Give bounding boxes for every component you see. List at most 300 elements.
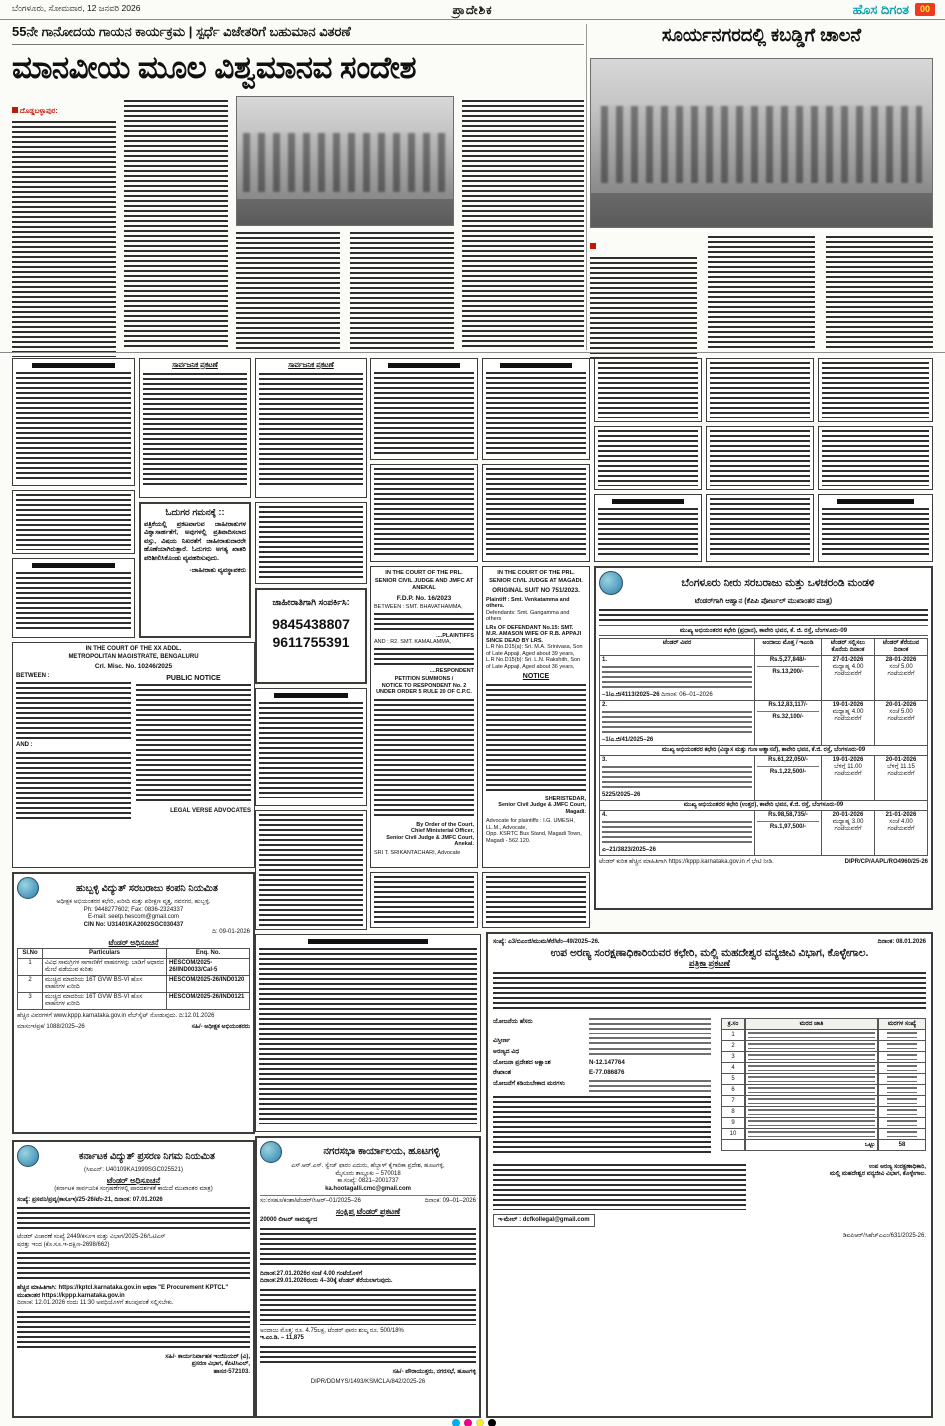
hootagalli-body-text <box>260 1346 476 1366</box>
row-date2: 28-01-2026 <box>885 657 917 663</box>
case-number: F.D.P. No. 16/2023 <box>396 594 452 602</box>
row-desc <box>602 711 752 735</box>
classified-ad <box>706 494 814 562</box>
notice-text <box>143 373 247 485</box>
tree-table-total-row <box>721 1140 926 1151</box>
ad-contact-title: ಜಾಹೀರಾತಿಗಾಗಿ ಸಂಪರ್ಕಿಸಿ: <box>272 597 350 607</box>
latitude-value: N-12.147764 <box>589 1058 625 1066</box>
tree-row-name <box>745 1052 878 1063</box>
classified-ad <box>255 810 367 930</box>
hescom-ref: ಮಾಸಂಇ/ಪ್ರಕ/ 1088/2025–26 <box>17 1023 85 1030</box>
tree-row-sl: 4 <box>721 1063 745 1074</box>
hescom-table <box>17 948 250 1010</box>
tree-row-sl: 7 <box>721 1096 745 1107</box>
hootagalli-sign: ಸಹಿ/- ಪೌರಾಯುಕ್ತರು, ನಗರಸಭೆ, ಹೂಟಗಳ್ಳಿ <box>392 1368 476 1375</box>
ad-text <box>374 372 474 454</box>
forest-conditions <box>493 1164 746 1228</box>
forest-sign-block <box>756 1164 926 1228</box>
public-notice-box <box>139 358 251 498</box>
kptcl-logo-icon <box>17 1145 39 1167</box>
ad-header-bar <box>500 363 572 368</box>
col-head: ಟೆಂಡರ್ ವಿವರ <box>600 639 755 656</box>
tree-row-count <box>878 1107 926 1118</box>
summons-subtitle: NOTICE TO RESPONDENT No. 2 UNDER ORDER 5 RULE 20 OF C.P.C. <box>376 682 472 695</box>
ad-header-bar <box>388 363 460 368</box>
bwssb-office-line: ಮುಖ್ಯ ಅಭಿಯಂತರರ ಕಛೇರಿ (ವಿನ್ಯಾಸ ಮತ್ತು ಗುಣ ಆಶ್ವಾಸನೆ), ಕಾವೇರಿ ಭವನ, ಕೆ.ಜಿ. ರಸ್ತೆ, ಬೆಂಗಳೂರು-09 <box>600 746 928 756</box>
court-name: METROPOLITAN MAGISTRATE, BENGALURU <box>68 653 199 660</box>
dateline-bullet-icon <box>590 243 596 249</box>
ad-text <box>16 572 131 632</box>
row-emd: Rs.32,100/- <box>772 714 804 720</box>
bwssb-ref: DIPR/CP/AAPL/RO4960/25-26 <box>844 859 928 865</box>
hescom-title: ಹುಬ್ಬಳ್ಳಿ ವಿದ್ಯುತ್ ಸರಬರಾಜು ಕಂಪನಿ ನಿಯಮಿತ <box>76 882 218 894</box>
hootagalli-phone: ಕಾ.ಸಂಖ್ಯೆ: 0821–2001737 <box>337 1178 399 1184</box>
court-text <box>486 684 586 794</box>
right-headline: ಸೂರ್ಯನಗರದಲ್ಲಿ ಕಬಡ್ಡಿಗೆ ಚಾಲನೆ <box>661 25 862 45</box>
municipal-logo-icon <box>260 1141 282 1163</box>
forest-date: ದಿನಾಂಕ: 08.01.2026 <box>877 939 926 945</box>
hootagalli-body-text <box>260 1289 476 1325</box>
summons-title: PETITION SUMMONS / <box>394 676 454 682</box>
row-emd: Rs.13,200/- <box>772 669 804 675</box>
court-text <box>136 684 251 804</box>
ad-text <box>710 498 810 558</box>
right-body-text <box>826 236 933 350</box>
classified-ad <box>818 494 933 562</box>
kptcl-deadline-line: ದಿನಾಂಕ: 12.01.2026 ರಂದು 11:30 ಅವಧಿಯೊಳಗೆ ತಲುಪುವಂತೆ ಸಲ್ಲಿಸಬೇಕು. <box>17 1300 174 1306</box>
court-name: IN THE COURT OF THE XX ADDL. <box>85 646 182 652</box>
hescom-date: ದಿ: 09-01-2026 <box>212 929 250 935</box>
hescom-cin: CIN No: U31401KA2002SGC030437 <box>83 921 184 928</box>
row-desc <box>602 666 752 690</box>
dateline-bullet-icon <box>12 107 18 113</box>
hescom-footer: ಹೆಚ್ಚಿನ ವಿವರಗಳಿಗೆ www.kppp.karnataka.gov.in ವೆಬ್‌ಸೈಟ್ ನೋಡುವುದು. ದಿ:12.01.2026 <box>17 1013 215 1019</box>
row-date1: 20-01-2026 <box>832 812 864 818</box>
kptcl-url-line: ಹೆಚ್ಚಿನ ಮಾಹಿತಿಗಾಗಿ: https://kptcl.karnataka.gov.in ಅಥವಾ "E Procurement KPTCL" ಮುಖಾಂತರ https://kppp.karnataka.gov.in <box>17 1285 229 1299</box>
classified-ad <box>12 490 135 554</box>
classified-ad <box>594 494 702 562</box>
ad-text <box>486 468 586 558</box>
detail-value <box>589 1018 711 1034</box>
right-story <box>590 24 933 350</box>
forest-sign: ಮಲ್ಲಿ ಮಹದೇಶ್ವರ ವನ್ಯಜೀವಿ ವಿಭಾಗ, ಕೊಳ್ಳೇಗಾಲ. <box>829 1171 926 1177</box>
ad-header-bar <box>308 939 428 944</box>
ad-header-bar <box>32 563 115 568</box>
reader-notice-signature: -ಜಾಹೀರಾತು ವ್ಯವಸ್ಥಾಪಕರು <box>189 567 246 574</box>
tree-row <box>721 1041 926 1052</box>
row-particulars: ಮುಚ್ಚಿದ ಮಾದರಿಯ 16T GVW BS-VI ಹೊಸ ವಾಹನಗಳ ಖರೀದಿ <box>43 976 167 993</box>
col-head: Sl.No <box>18 949 43 959</box>
ad-header-bar <box>32 363 115 368</box>
ad-text <box>259 506 363 580</box>
row-enq-no: HESCOM/2025-26/IND0033/Cal-5 <box>167 959 250 976</box>
public-notice-label: PUBLIC NOTICE <box>166 674 221 682</box>
public-notice-box <box>255 358 367 498</box>
kptcl-title: ಕರ್ನಾಟಕ ವಿದ್ಯುತ್ ಪ್ರಸರಣ ನಿಗಮ ನಿಯಮಿತ <box>79 1150 215 1162</box>
anekal-court-notice <box>370 566 478 868</box>
advocate-line: Advocate for plaintiffs : I.G. UMESH, LL.M., Advocate, <box>486 818 575 831</box>
forest-sign: ಉಪ ಅರಣ್ಯ ಸಂರಕ್ಷಣಾಧಿಕಾರಿ, <box>869 1163 926 1170</box>
row-time2: ಬೆಳಿಗ್ಗೆ 11.15 ಗಂಟೆಯವರೆಗೆ <box>887 764 915 777</box>
hescom-logo-icon <box>17 877 39 899</box>
col-head: Enq. No. <box>167 949 250 959</box>
tree-row-count <box>878 1085 926 1096</box>
hootagalli-body-text <box>260 1228 476 1268</box>
page-number-badge: 00 <box>915 3 935 16</box>
bwssb-title: ಬೆಂಗಳೂರು ನೀರು ಸರಬರಾಜು ಮತ್ತು ಒಳಚರಂಡಿ ಮಂಡಳಿ <box>681 577 875 589</box>
tree-row-sl: 9 <box>721 1118 745 1129</box>
row-time2: ಸಂಜೆ 4.00 ಗಂಟೆಯವರೆಗೆ <box>887 819 915 832</box>
ad-contact-box <box>255 588 367 684</box>
hescom-row <box>18 993 250 1010</box>
col-head: ಮರದ ಜಾತಿ <box>745 1018 878 1030</box>
row-date1: 19-01-2026 <box>832 757 864 763</box>
classified-ad <box>370 464 478 562</box>
lr-heading: LRs OF DEFENDANT No.15: SMT. M.R. AMASON WIFE OF R.B. APPAJI SINCE DEAD BY LRS. <box>486 624 582 644</box>
court-text <box>374 648 474 666</box>
col-head: ಮರಗಳ ಸಂಖ್ಯೆ <box>878 1018 926 1030</box>
registration-mark-black-icon <box>488 1419 496 1426</box>
bwssb-office-line: ಮುಖ್ಯ ಅಭಿಯಂತರರ ಕಛೇರಿ (ಉತ್ತರ), ಕಾವೇರಿ ಭವನ, ಕೆ.ಜಿ. ರಸ್ತೆ, ಬೆಂಗಳೂರು-09 <box>600 801 928 811</box>
row-sl: 4. <box>602 812 608 818</box>
notice-text <box>259 373 363 485</box>
sign-line: SHERISTEDAR, <box>545 795 586 802</box>
tree-row <box>721 1118 926 1129</box>
col-head: ಅಂದಾಜು ಮೊತ್ತ / ಇಎಂಡಿ <box>755 639 822 656</box>
classified-ad <box>12 558 135 638</box>
bwssb-row <box>600 811 928 856</box>
notice-label: NOTICE <box>522 673 550 680</box>
classified-ad <box>12 358 135 486</box>
between-line: BETWEEN : SMT. BHAVATHAMMA, <box>374 604 463 610</box>
hescom-row <box>18 976 250 993</box>
hootagalli-frag: 20000 ಲೀಟರ್ ಸಾಮರ್ಥ್ಯದ <box>260 1217 318 1223</box>
tree-row <box>721 1030 926 1041</box>
sign-line: Senior Civil Judge & JMFC Court, Magadi. <box>498 802 586 815</box>
right-col-1 <box>590 236 697 350</box>
row-date2: 21-01-2026 <box>885 812 917 818</box>
tree-row-count <box>878 1030 926 1041</box>
lr-line: L.R No.D15(a): Sri. M.A. Srinivasa, Son of Late Appaji, Aged about 39 years, <box>486 644 583 657</box>
plaintiffs-label: ....PLAINTIFFS <box>436 632 474 639</box>
reader-notice-body: ಪತ್ರಿಕೆಯಲ್ಲಿ ಪ್ರಕಟವಾಗುವ ಜಾಹೀರಾತುಗಳ ವಿಶ್ವಾಸಾರ್ಹತೆಗೆ, ಅವುಗಳಲ್ಲಿ ಪ್ರತಿಪಾದಿಸಲಾದ ವಸ್ತು, ವಿಷಯ ನಿಖರತೆಗೆ ಜಾಹೀರಾತುದಾರರೇ ಹೊಣೆಯಾಗಿರುತ್ತಾರೆ. ಓದುಗರು ಅಗತ್ಯ ಖಾತರಿ ಪರಿಶೀಲಿಸಿಕೊಂಡು ವ್ಯವಹರಿಸುವುದು. <box>144 520 246 562</box>
row-particulars: ವಿವಿಧ ಸಾಮಗ್ರಿಗಳ ಸಾಗಾಣಿಕೆಗೆ ವಾಹನಗಳನ್ನು ಬಾಡಿಗೆ ಆಧಾರದ ಮೇಲೆ ಪಡೆಯುವ ಕುರಿತು <box>43 959 167 976</box>
hootagalli-address: ಮೈಸೂರು ತಾಲ್ಲೂಕು – 570018 <box>335 1170 401 1177</box>
ad-text <box>822 508 929 556</box>
ad-text <box>710 430 810 486</box>
bwssb-footer: ಟೆಂಡರ್ ಕುರಿತ ಹೆಚ್ಚಿನ ಮಾಹಿತಿಗಾಗಿ https://kppp.karnataka.gov.in ಗೆ ಭೇಟಿ ನೀಡಿ. <box>599 859 774 865</box>
lead-col-1 <box>12 100 116 350</box>
col-head: Particulars <box>43 949 167 959</box>
advocate-line: Opp. KSRTC Bus Stand, Magadi Town, Magadi - 562.120. <box>486 831 582 844</box>
bwssb-row <box>600 656 928 701</box>
hescom-address: ಅಧೀಕ್ಷಕ ಅಭಿಯಂತರರ ಕಛೇರಿ, ಖರೀದಿ ಮತ್ತು ಪರೀಕ್ಷಣ ವೃತ್ತ, ನವನಗರ, ಹುಬ್ಬಳ್ಳಿ. <box>56 899 211 905</box>
detail-row <box>493 1037 711 1045</box>
row-time1: ಮಧ್ಯಾಹ್ನ 4.00 ಗಂಟೆಯವರೆಗೆ <box>832 664 864 677</box>
row-ref: ಎ–21/3823/2025–26 <box>602 847 656 853</box>
row-sl: 1 <box>18 959 43 976</box>
ad-text <box>598 430 698 486</box>
row-date2: 20-01-2026 <box>885 757 917 763</box>
row-date1: 27-01-2026 <box>832 657 864 663</box>
row-ref: –1/ಎ.ಜಿ/41/2025–26 <box>602 737 654 743</box>
tree-row-sl: 5 <box>721 1074 745 1085</box>
reader-notice-box <box>139 502 251 638</box>
bwssb-tender-box <box>594 566 933 910</box>
ad-text <box>259 814 363 926</box>
row-date1: 19-01-2026 <box>832 702 864 708</box>
forest-notice-box <box>486 932 933 1418</box>
total-label: ಒಟ್ಟು <box>745 1140 878 1151</box>
detail-value <box>589 1037 711 1045</box>
detail-label: ಯೋಜನೆಯ ಹೆಸರು <box>493 1017 533 1025</box>
row-time1: ಬೆಳಿಗ್ಗೆ 11.00 ಗಂಟೆಯವರೆಗೆ <box>834 764 862 777</box>
tree-row-count <box>878 1063 926 1074</box>
ad-header-bar <box>837 499 914 504</box>
right-body-text <box>590 257 697 361</box>
detail-value <box>589 1048 711 1056</box>
and-line: AND : R2. SMT. KAMALAMMA, <box>374 639 452 645</box>
tree-row <box>721 1074 926 1085</box>
tree-row-sl: 2 <box>721 1041 745 1052</box>
ad-text <box>374 468 474 558</box>
plaintiff-line: Plaintiff : Smt. Venkatamma and others. <box>486 596 570 609</box>
court-name: IN THE COURT OF THE PRL. SENIOR CIVIL JUDGE AND JMFC AT ANEKAL <box>374 570 474 591</box>
forest-conditions-text <box>493 1164 746 1210</box>
ad-text <box>259 948 477 1124</box>
ad-contact-phone-2: 9611755391 <box>272 633 350 650</box>
kptcl-body-text <box>17 1207 250 1231</box>
magadi-court-notice <box>482 566 590 868</box>
hootagalli-dipr-ref: DIPR/DDMYS/1493/KSMCLA/842/2025-26 <box>310 1379 426 1385</box>
classified-ad <box>370 872 478 928</box>
brand-logo: ಹೊಸ ದಿಗಂತ <box>852 2 909 17</box>
tree-row-name <box>745 1118 878 1129</box>
bwssb-logo-icon <box>599 571 623 595</box>
hescom-sign: ಸಹಿ/- ಅಧೀಕ್ಷಕ ಅಭಿಯಂತರರು <box>191 1023 250 1030</box>
court-text <box>16 682 131 742</box>
law-firm-name: LEGAL VERSE ADVOCATES <box>170 808 251 814</box>
lead-headline: ಮಾನವೀಯ ಮೂಲ ವಿಶ್ವಮಾನವ ಸಂದೇಶ <box>12 50 416 85</box>
ad-contact-phone-1: 9845438807 <box>272 615 350 632</box>
classified-ad <box>482 358 590 460</box>
registration-mark-yellow-icon <box>476 1419 484 1426</box>
classified-ad <box>370 358 478 460</box>
hescom-phone: Ph: 9448277602; Fax: 0836-2324337 <box>83 906 184 913</box>
court-col-2 <box>136 673 251 822</box>
detail-label: ಯೋಜನಾ ಪ್ರದೇಶದ ಅಕ್ಷಾಂಶ <box>493 1058 551 1066</box>
tree-row-count <box>878 1118 926 1129</box>
hescom-email: E-mail: seetp.hescom@gmail.com <box>87 914 180 920</box>
kptcl-sign: ಪ್ರಸರಣ ವಿಭಾಗ, ಕೆಪಿಟಿಸಿಎಲ್, <box>191 1361 250 1367</box>
tree-row-name <box>745 1129 878 1140</box>
classified-ad <box>594 358 702 422</box>
forest-title: ಉಪ ಅರಣ್ಯ ಸಂರಕ್ಷಣಾಧಿಕಾರಿಯವರ ಕಛೇರಿ, ಮಲ್ಲಿ ಮಹದೇಶ್ವರ ವನ್ಯಜೀವಿ ವಿಭಾಗ, ಕೊಳ್ಳೇಗಾಲ. <box>550 946 869 959</box>
forest-extra-text <box>493 1096 711 1156</box>
hootagalli-date: ದಿನಾಂಕ: 09–01–2026 <box>424 1198 476 1204</box>
detail-row <box>493 1048 711 1056</box>
row-ref: 5225/2025–26 <box>602 792 641 798</box>
row-date2: 20-01-2026 <box>885 702 917 708</box>
row-enq-no: HESCOM/2025-26/IND0120 <box>167 976 250 993</box>
ad-text <box>710 362 810 418</box>
tree-row-name <box>745 1063 878 1074</box>
classified-ad <box>255 934 481 1132</box>
tree-row-sl: 3 <box>721 1052 745 1063</box>
row-extra: ದಿನಾಂಕ: 06–01–2026 <box>661 692 713 698</box>
row-amount: Rs.12,83,117/- <box>768 702 808 708</box>
row-amount: Rs.61,22,050/- <box>768 757 808 763</box>
right-photo <box>590 58 933 228</box>
kptcl-sign: ಸಹಿ/- ಕಾರ್ಯನಿರ್ವಾಹಕ ಇಂಜಿನಿಯರ್ (ವಿ), <box>165 1353 250 1360</box>
tree-row <box>721 1096 926 1107</box>
forest-intro-text <box>493 972 926 1012</box>
ad-text <box>259 702 363 798</box>
row-sl: 3. <box>602 757 608 763</box>
kptcl-tender-box <box>12 1140 255 1418</box>
classified-ad <box>255 688 367 806</box>
tree-row-name <box>745 1041 878 1052</box>
forest-dipr-ref: ಡಿಐಪಿಆರ್/ಸಿಹೆಚ್ಎಎಂ/631/2025-26. <box>842 1233 926 1239</box>
classified-ad <box>255 502 367 584</box>
bwssb-intro-text <box>599 609 928 623</box>
court-text <box>374 699 474 819</box>
classified-ad <box>482 464 590 562</box>
ad-text <box>486 876 586 924</box>
row-ref: –1/ಎ.ಜಿ/4113/2025–26 <box>602 692 660 698</box>
hootagalli-frag: ದಿನಾಂಕ:27.01.2026ರ ಸಂಜೆ 4.00 ಗಂಟೆಯೊಳಗೆ <box>260 1270 363 1277</box>
registration-mark-cyan-icon <box>452 1419 460 1426</box>
classified-ad <box>482 872 590 928</box>
tree-row-sl: 10 <box>721 1129 745 1140</box>
ad-text <box>822 362 929 418</box>
detail-row <box>493 1018 711 1034</box>
lead-body-text <box>12 121 116 357</box>
court-text <box>16 752 131 822</box>
classified-ad <box>706 426 814 490</box>
tree-table-header <box>721 1018 926 1030</box>
row-particulars: ಮುಚ್ಚಿದ ಮಾದರಿಯ 16T GVW BS-VI ಹೊಸ ವಾಹನಗಳ ಖರೀದಿ <box>43 993 167 1010</box>
detail-row <box>493 1069 711 1077</box>
bwssb-table-header <box>600 639 928 656</box>
lr-line: L.R No.D15(b): Sri. L.N. Rakshith, Son of Late Appaji, Aged about 36 years, <box>486 657 581 670</box>
tree-row <box>721 1085 926 1096</box>
tree-row-name <box>745 1030 878 1041</box>
total-value: 58 <box>878 1140 926 1151</box>
court-col-1 <box>16 673 131 822</box>
row-sl: 3 <box>18 993 43 1010</box>
bwssb-row <box>600 701 928 746</box>
order-line: By Order of the Court, <box>416 821 474 828</box>
row-amount: Rs.5,27,848/- <box>769 657 807 663</box>
classified-ad <box>706 358 814 422</box>
forest-detail-list <box>493 1018 711 1156</box>
lead-kicker: 55ನೇ ಗಾನೋದಯ ಗಾಯನ ಕಾರ್ಯಕ್ರಮ | ಸ್ಪರ್ಧೆ ವಿಜೇತರಿಗೆ ಬಹುಮಾನ ವಿತರಣೆ <box>12 24 584 45</box>
hootagalli-frag: ಅಂದಾಜು ಮೊತ್ತ: ರೂ. 4.75ಲಕ್ಷ, ಟೆಂಡರ್ ಫಾರಂ ಶುಲ್ಕ ರೂ. 500/18% <box>260 1327 404 1334</box>
col-head: ಟೆಂಡರ್ ತೆರೆಯುವ ದಿನಾಂಕ <box>875 639 928 656</box>
detail-label: ಅರಣ್ಯದ ವಿಧ <box>493 1047 520 1055</box>
tree-row-count <box>878 1096 926 1107</box>
ad-header-bar <box>274 693 349 698</box>
tree-row-count <box>878 1129 926 1140</box>
detail-value <box>589 1080 711 1092</box>
detail-label: ಯೋಜನೆಗೆ ಕಡಿಯಬೇಕಾದ ಮರಗಳು <box>493 1079 565 1087</box>
row-time2: ಸಂಜೆ 5.00 ಗಂಟೆಯವರೆಗೆ <box>887 664 915 677</box>
header-rule <box>0 19 945 20</box>
tree-row-count <box>878 1052 926 1063</box>
tree-row <box>721 1052 926 1063</box>
kptcl-cin: (ಸಿಐಎನ್: U40109KA1999SGC025521) <box>84 1167 183 1173</box>
order-line: Chief Ministerial Officer, <box>411 828 474 834</box>
tree-row-name <box>745 1074 878 1085</box>
lead-body-text <box>124 100 228 350</box>
bwssb-office-line: ಮುಖ್ಯ ಅಭಿಯಂತರರ ಕಛೇರಿ (ಪ್ರಧಾನ), ಕಾವೇರಿ ಭವನ, ಕೆ. ಜಿ. ರಸ್ತೆ, ಬೆಂಗಳೂರು-09 <box>599 625 928 637</box>
kptcl-bracket: (ಕರ್ನಾಟಕ ಸಾರ್ವಜನಿಕ ಸಂಗ್ರಹಣೆಗಳಲ್ಲಿ ಪಾರದರ್ಶಕತೆ ಕಾಯಿದೆ ಮುಖಾಂತರ ಮಾತ್ರ) <box>54 1186 213 1192</box>
ad-text <box>486 372 586 454</box>
hescom-table-header <box>18 949 250 959</box>
classified-ad <box>818 358 933 422</box>
kptcl-sign: ಹಾಸನ-572103. <box>213 1368 250 1375</box>
row-desc <box>602 821 752 845</box>
case-number: Crl. Misc. No. 10246/2025 <box>94 663 173 670</box>
hootagalli-frag: ದಿನಾಂಕ:29.01.2026ರಂದು 4–30ಕ್ಕೆ ಟೆಂಡರ್ ತೆರೆಯಲಾಗುವುದು. <box>260 1278 393 1284</box>
kptcl-line: ಷರತ್ತು ಇಂದ (ಕೊ.ಸೂ.ಇ-ದಕ್ಷಿಣ-2698/662) <box>17 1241 110 1248</box>
row-sl: 2. <box>602 702 608 708</box>
lead-body-text <box>462 100 584 350</box>
tree-row-count <box>878 1041 926 1052</box>
tree-row-name <box>745 1085 878 1096</box>
public-notice-title: ಸಾರ್ವಜನಿಕ ಪ್ರಕಟಣೆ <box>288 362 334 369</box>
tree-row-count <box>878 1074 926 1085</box>
court-name: IN THE COURT OF THE PRL. SENIOR CIVIL JUDGE AT MAGADI. <box>489 570 583 584</box>
section-title: ಪ್ರಾದೇಶಿಕ <box>452 3 493 17</box>
tree-row-sl: 6 <box>721 1085 745 1096</box>
defendants-line: Defendants: Smt. Gangamma and others <box>486 609 570 622</box>
ad-text <box>16 372 131 480</box>
lead-body-text <box>350 232 454 350</box>
order-line: Senior Civil Judge & JMFC Court, Anekal. <box>386 834 474 847</box>
hootagalli-address: ಎಸ್.ಆರ್.ಎಸ್. ಸ್ವೇಜ್ ಫಾರಂ ಎದುರು, ಹೆಬ್ಬಾಳ್ ಕೈಗಾರಿಕಾ ಪ್ರದೇಶ, ಹೂಟಗಳ್ಳಿ, <box>291 1163 445 1169</box>
bwssb-subtitle: ಟೆಂಡರ್‌ಗಾಗಿ ಆಹ್ವಾನ (ಕೆಪಿಪಿ ಪೋರ್ಟಲ್ ಮುಖಾಂತರ ಮಾತ್ರ) <box>694 598 833 605</box>
longitude-value: E-77.086876 <box>589 1069 625 1076</box>
tree-row-name <box>745 1096 878 1107</box>
tree-table-wrap <box>721 1018 926 1156</box>
tree-rows <box>721 1030 926 1140</box>
hootagalli-title: ನಗರಸಭಾ ಕಾರ್ಯಾಲಯ, ಹೂಟಗಳ್ಳಿ <box>323 1146 440 1157</box>
reader-notice-title: ಓದುಗರ ಗಮನಕ್ಕೆ :: <box>165 507 225 517</box>
row-time2: ಸಂಜೆ 5.00 ಗಂಟೆಯವರೆಗೆ <box>887 709 915 722</box>
row-time1: ಮಧ್ಯಾಹ್ನ 4.00 ಗಂಟೆಯವರೆಗೆ <box>832 709 864 722</box>
city-court-notice <box>12 642 255 868</box>
court-text <box>374 613 474 631</box>
row-sl: 1. <box>602 657 608 663</box>
kptcl-ref-line: ಸಂಖ್ಯೆ: ಪ್ರಸವನಿ/ಪ್ರವೃ(ಕಾಸೂಇ)/25-26/ಟೆಂ-21, ದಿನಾಂಕ: 07.01.2026 <box>17 1196 163 1203</box>
row-amount: Rs.98,58,735/- <box>768 812 808 818</box>
ad-header-bar <box>612 499 684 504</box>
and-label: AND : <box>16 742 33 748</box>
forest-contact-email: ಇ-ಮೇಲ್ : dcfkollegal@gmail.com <box>493 1214 595 1228</box>
hescom-heading: ಟೆಂಡರ್ ಅಧಿಸೂಚನೆ <box>108 937 159 947</box>
classified-ad <box>818 426 933 490</box>
forest-ref: ಸಂಖ್ಯೆ: ಎ3/ಬಿಎಂಜಿ/ಮುಮ/ಕೆರೆ/ಟೆಂ–49/2025–26. <box>493 939 600 945</box>
hootagalli-heading: ಸಂಕ್ಷಿಪ್ತ ಟೆಂಡರ್ ಪ್ರಕಟಣೆ <box>335 1206 401 1216</box>
detail-row <box>493 1080 711 1092</box>
tree-row-sl: 8 <box>721 1107 745 1118</box>
public-notice-title: ಸಾರ್ವಜನಿಕ ಪ್ರಕಟಣೆ <box>172 362 218 369</box>
hescom-row <box>18 959 250 976</box>
kptcl-body-text <box>17 1252 250 1282</box>
detail-row <box>493 1059 711 1067</box>
